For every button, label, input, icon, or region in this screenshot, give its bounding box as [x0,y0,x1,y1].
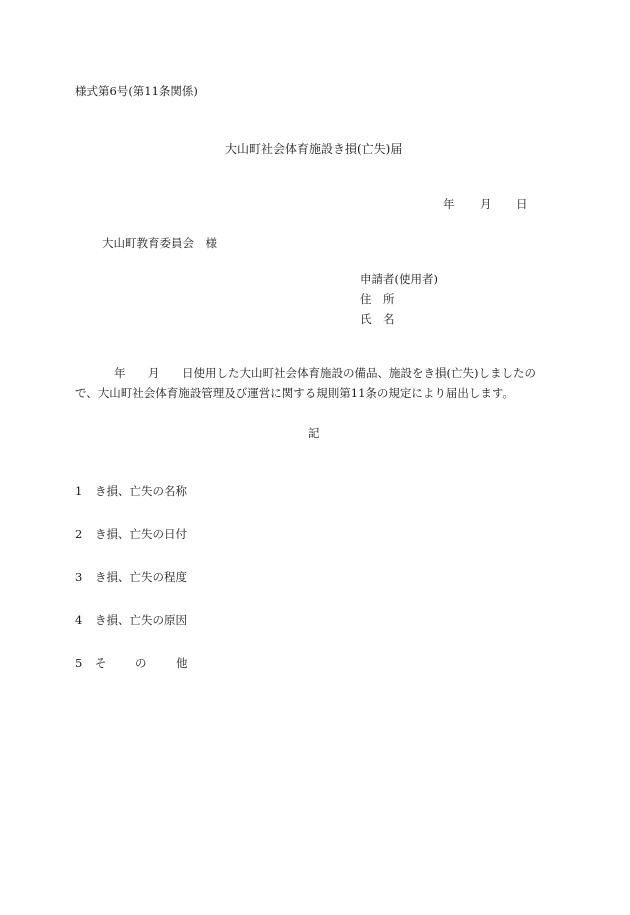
date-year-label: 年 [443,197,455,211]
address-label: 住 所 [360,292,395,306]
applicant-heading: 申請者(使用者) [360,272,438,286]
other-char-1: そ [95,656,107,670]
list-item [75,613,187,635]
item-number: 5 [75,656,83,670]
list-item [75,484,187,506]
date-month-label: 月 [480,197,492,211]
list-item [75,527,187,549]
item-list [75,463,188,690]
other-char-2: の [135,656,147,670]
other-char-3: 他 [176,656,188,670]
ki-heading: 記 [308,426,320,440]
item-other-text [95,658,195,672]
date-day-label: 日 [516,197,528,211]
name-label: 氏 名 [360,312,395,326]
item-number: 2 [75,527,83,541]
body-month-label: 月 [148,366,160,380]
body-line1-text: 日使用した大山町社会体育施設の備品、施設をき損(亡失)しましたの [182,366,536,380]
document-title: 大山町社会体育施設き損(亡失)届 [225,142,403,156]
item-text: き損、亡失の程度 [95,570,187,584]
list-item-other [75,656,188,678]
item-text: き損、亡失の名称 [95,484,187,498]
body-year-label: 年 [114,366,126,380]
item-text: き損、亡失の原因 [95,613,187,627]
item-number: 1 [75,484,83,498]
form-number: 様式第6号(第11条関係) [75,84,198,98]
item-number: 4 [75,613,83,627]
addressee: 大山町教育委員会 様 [102,236,217,250]
body-line2-text: で、大山町社会体育施設管理及び運営に関する規則第11条の規定により届出します。 [75,386,514,400]
item-text: き損、亡失の日付 [95,527,187,541]
list-item [75,570,187,592]
item-number: 3 [75,570,83,584]
